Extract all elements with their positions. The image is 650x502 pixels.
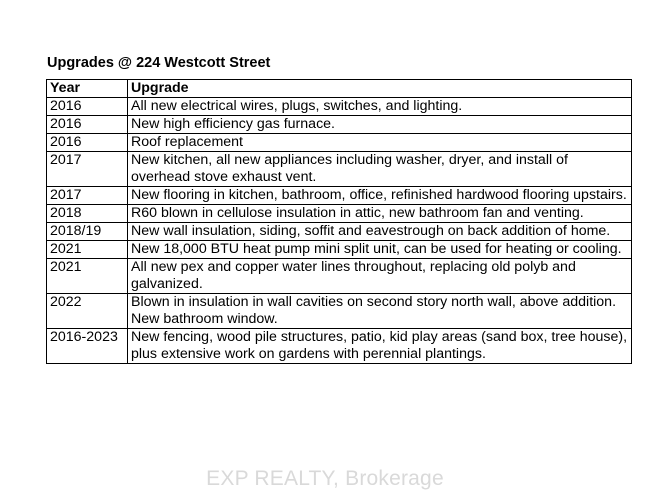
upgrade-cell: All new pex and copper water lines throughout, replacing old polyb and galvanized. [128, 259, 632, 294]
year-cell: 2016 [47, 134, 128, 152]
upgrades-table [46, 79, 632, 364]
upgrade-cell: New fencing, wood pile structures, patio, kid play areas (sand box, tree house), plus extensive work on gardens with perennial plantings. [128, 329, 632, 364]
table-row [47, 223, 632, 241]
document-title: Upgrades @ 224 Westcott Street [47, 55, 271, 71]
table-row [47, 98, 632, 116]
table-row [47, 152, 632, 187]
table-row [47, 205, 632, 223]
year-cell: 2017 [47, 187, 128, 205]
upgrade-cell: Blown in insulation in wall cavities on second story north wall, above addition. New bathroom window. [128, 294, 632, 329]
upgrade-cell: New wall insulation, siding, soffit and eavestrough on back addition of home. [128, 223, 632, 241]
year-cell: 2017 [47, 152, 128, 187]
upgrade-cell: R60 blown in cellulose insulation in attic, new bathroom fan and venting. [128, 205, 632, 223]
upgrade-cell: New kitchen, all new appliances including washer, dryer, and install of overhead stove exhaust vent. [128, 152, 632, 187]
year-column-header: Year [47, 80, 128, 98]
upgrade-cell: New flooring in kitchen, bathroom, office, refinished hardwood flooring upstairs. [128, 187, 632, 205]
year-cell: 2016 [47, 116, 128, 134]
upgrade-cell: All new electrical wires, plugs, switches, and lighting. [128, 98, 632, 116]
table-row [47, 134, 632, 152]
table-header-row [47, 80, 632, 98]
table-row [47, 116, 632, 134]
table-row [47, 259, 632, 294]
year-cell: 2021 [47, 241, 128, 259]
year-cell: 2018 [47, 205, 128, 223]
table-row [47, 294, 632, 329]
year-cell: 2018/19 [47, 223, 128, 241]
upgrade-cell: New 18,000 BTU heat pump mini split unit, can be used for heating or cooling. [128, 241, 632, 259]
year-cell: 2022 [47, 294, 128, 329]
upgrade-cell: New high efficiency gas furnace. [128, 116, 632, 134]
upgrade-cell: Roof replacement [128, 134, 632, 152]
table-row [47, 329, 632, 364]
year-cell: 2021 [47, 259, 128, 294]
table-row [47, 187, 632, 205]
year-cell: 2016-2023 [47, 329, 128, 364]
table-row [47, 241, 632, 259]
upgrade-column-header: Upgrade [128, 80, 632, 98]
year-cell: 2016 [47, 98, 128, 116]
brokerage-watermark: EXP REALTY, Brokerage [206, 467, 444, 490]
